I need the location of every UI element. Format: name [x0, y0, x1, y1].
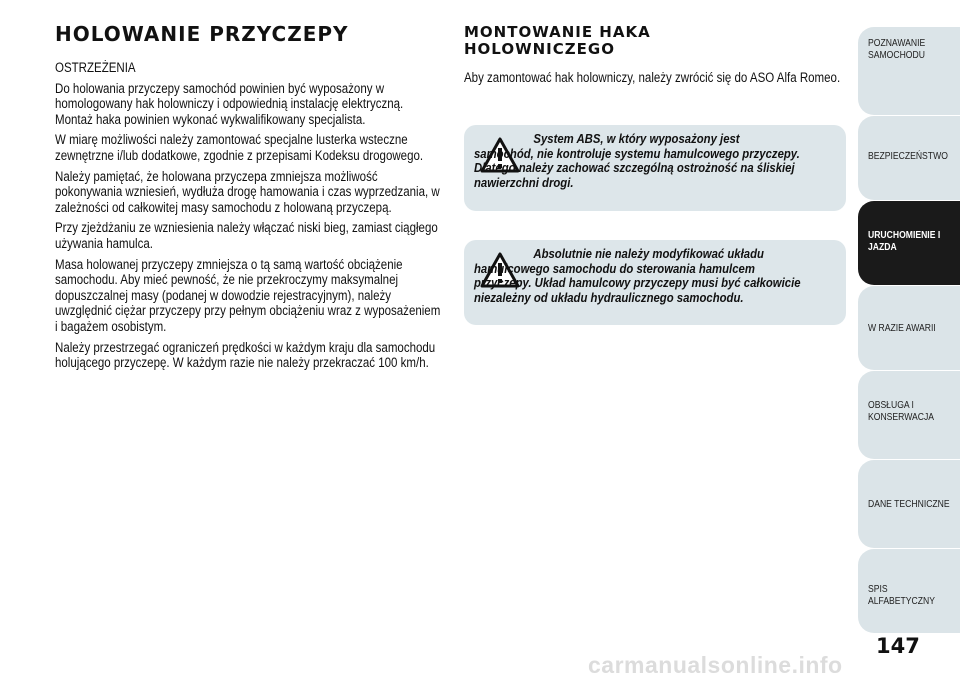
tab-obsluga-i-konserwacja[interactable] — [858, 371, 960, 459]
paragraph: Masa holowanej przyczepy zmniejsza o tą samą wartość obciążenie samochodu. Aby mieć pewność, że nie przekroczymy maksymalnej dopuszczalnej masy (podanej w dowodzie rejestracyjnym), należy uwzględnić ciężar przyczepy przy pełnym obciążeniu wraz z wyposażeniem i bagażem osobistym. — [55, 256, 441, 334]
tab-label: URUCHOMIENIE I JAZDA — [868, 229, 941, 253]
paragraph: Należy pamiętać, że holowana przyczepa zmniejsza możliwość pokonywania wzniesień, wydłuża drogę hamowania i czas wyprzedzania, w zależności od całkowitej masy samochodu z holowaną przyczepą. — [55, 168, 440, 215]
title-line: MONTOWANIE HAKA — [464, 23, 651, 41]
title-line: HOLOWNICZEGO — [464, 40, 615, 58]
section-title-towbar-mounting — [464, 24, 651, 58]
tab-spis-alfabetyczny[interactable] — [858, 549, 960, 633]
tab-uruchomienie-i-jazda[interactable] — [858, 201, 960, 285]
chapter-tabs — [858, 0, 960, 686]
paragraph: Przy zjeżdżaniu ze wzniesienia należy włączać niski bieg, zamiast ciągłego używania hamulca. — [55, 220, 438, 251]
tab-dane-techniczne[interactable] — [858, 460, 960, 548]
warning-box-abs — [464, 125, 846, 211]
tab-label: BEZPIECZEŃSTWO — [868, 150, 948, 162]
tab-label: DANE TECHNICZNE — [868, 498, 950, 510]
tab-label: W RAZIE AWARII — [868, 322, 936, 334]
tab-label: OBSŁUGA I KONSERWACJA — [868, 399, 935, 423]
tab-poznawanie-samochodu[interactable] — [858, 27, 960, 115]
warning-box-brakes — [464, 240, 846, 325]
warning-text: Absolutnie nie należy modyfikować układu hamulcowego samochodu do sterowania hamulcem przyczepy. Układ hamulcowy przyczepy musi być całkowicie niezależny od układu hydraulicznego samochodu. — [474, 247, 801, 305]
tab-bezpieczenstwo[interactable] — [858, 116, 960, 200]
paragraph: Należy przestrzegać ograniczeń prędkości w każdym kraju dla samochodu holującego przyczepę. W każdym razie nie należy przekraczać 100 km/h. — [55, 339, 436, 371]
towbar-intro-column — [464, 70, 844, 86]
towing-text-column — [55, 60, 445, 376]
watermark: carmanualsonline.info — [588, 652, 843, 678]
tab-label: SPIS ALFABETYCZNY — [868, 583, 935, 607]
paragraph-warnings-heading: OSTRZEŻENIA — [55, 60, 136, 75]
tab-w-razie-awarii[interactable] — [858, 286, 960, 370]
paragraph: Aby zamontować hak holowniczy, należy zwrócić się do ASO Alfa Romeo. — [464, 70, 841, 85]
tab-label: POZNAWANIE SAMOCHODU — [868, 37, 926, 61]
page-number: 147 — [876, 634, 920, 658]
paragraph: W miarę możliwości należy zamontować specjalne lusterka wsteczne zewnętrzne i/lub dodatkowe, zgodnie z przepisami Kodeksu drogowego. — [55, 132, 424, 163]
warning-text: System ABS, w który wyposażony jest samochód, nie kontroluje systemu hamulcowego przyczepy. Dlatego należy zachować szczególną ostrożność na śliskiej nawierzchni drogi. — [474, 132, 800, 190]
section-title-towing: HOLOWANIE PRZYCZEPY — [55, 22, 349, 46]
paragraph: Do holowania przyczepy samochód powinien być wyposażony w homologowany hak holowniczy i odpowiednią instalację elektryczną. Montaż haka powinien wykonać wykwalifikowany specjalista. — [55, 80, 404, 127]
